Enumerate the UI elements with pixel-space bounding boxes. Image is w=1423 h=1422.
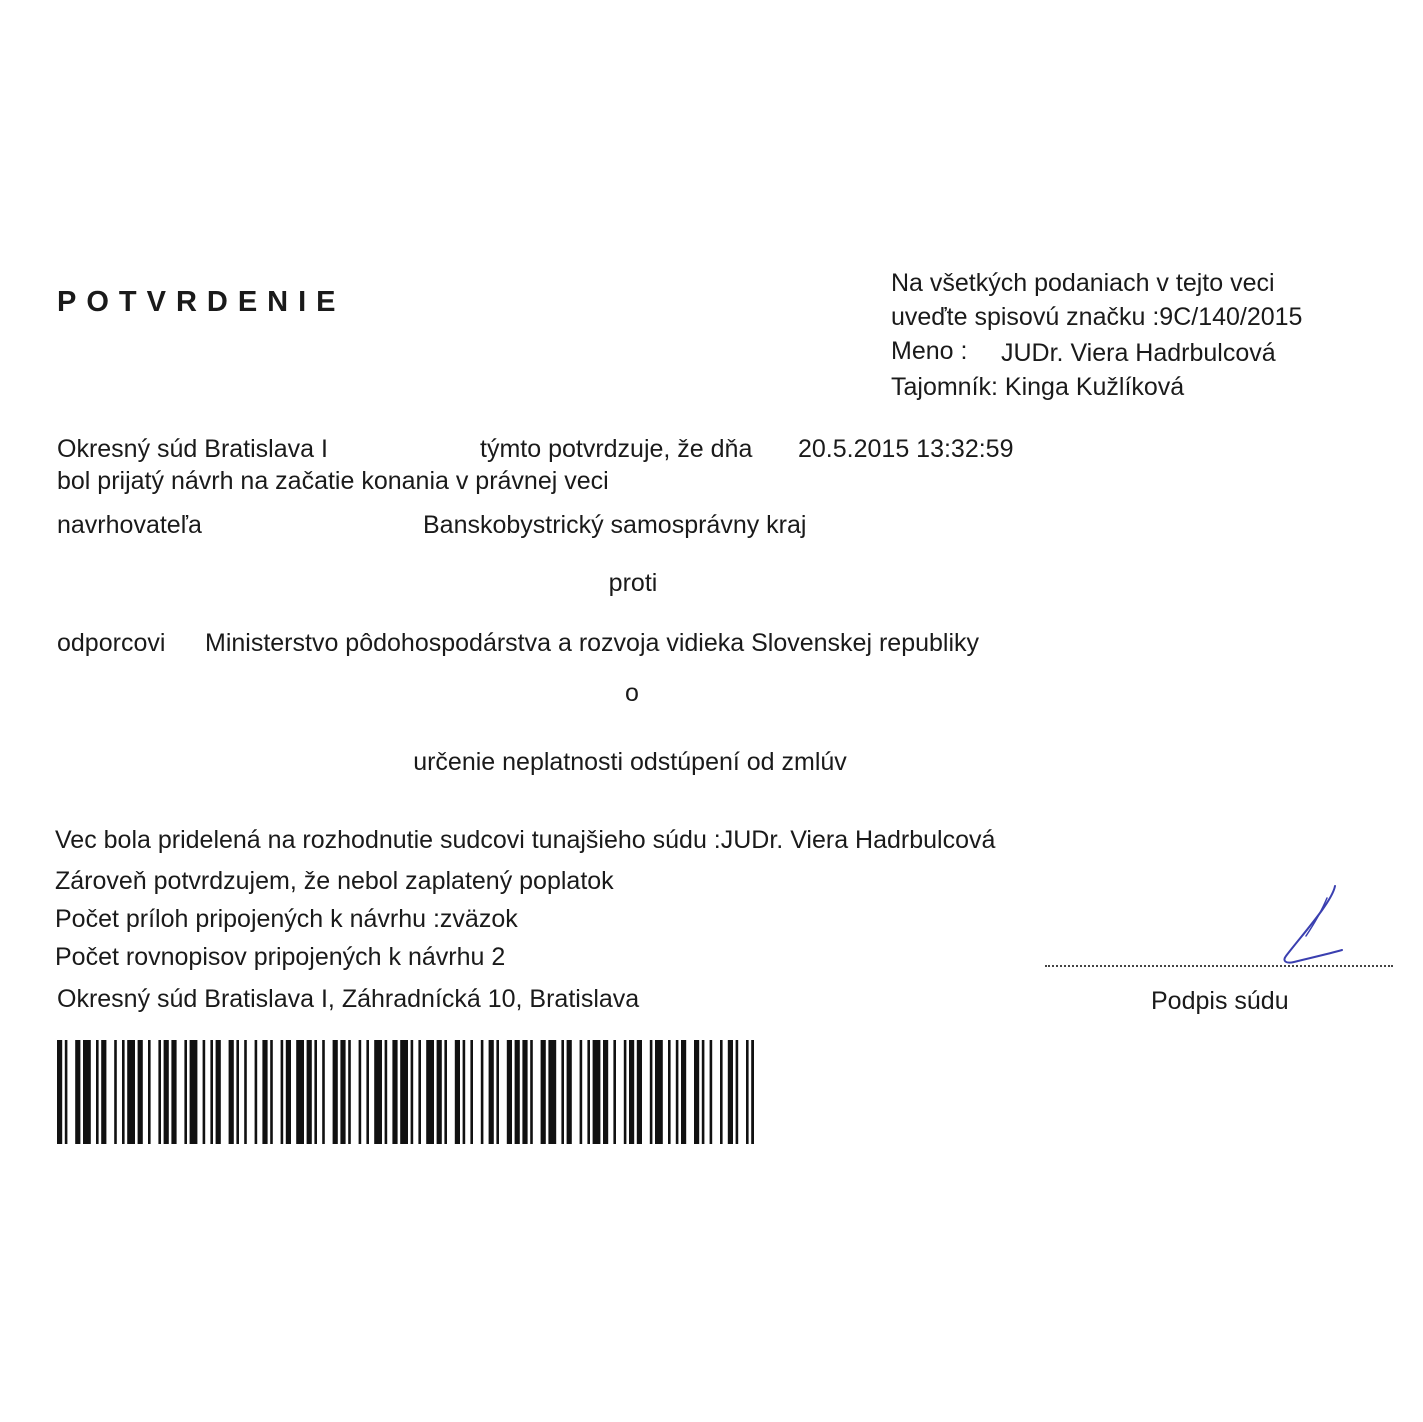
barcode-bar	[333, 1040, 338, 1144]
barcode-bar	[603, 1040, 608, 1144]
barcode-bar	[96, 1040, 99, 1144]
proti-text: proti	[608, 569, 658, 597]
confirmation-text: týmto potvrdzuje, že dňa	[480, 435, 753, 463]
barcode-bar	[548, 1040, 556, 1144]
barcode-bar	[57, 1040, 62, 1144]
barcode-bar	[437, 1040, 442, 1144]
meno-label: Meno :	[891, 337, 968, 365]
barcode-bar	[359, 1040, 362, 1144]
reference-note-line-2: uveďte spisovú značku :9C/140/2015	[891, 303, 1303, 331]
barcode-bar	[426, 1040, 434, 1144]
barcode-bar	[216, 1040, 221, 1144]
signature-line	[1045, 965, 1393, 967]
barcode-bar	[296, 1040, 304, 1144]
navrhovatel-value: Banskobystrický samosprávny kraj	[423, 511, 807, 539]
barcode-bar	[676, 1040, 679, 1144]
reference-note-line-1: Na všetkých podaniach v tejto veci	[891, 269, 1275, 297]
barcode-bar	[580, 1040, 583, 1144]
barcode-bar	[210, 1040, 213, 1144]
barcode-bar	[587, 1040, 590, 1144]
tajomnik-line: Tajomník: Kinga Kužlíková	[891, 373, 1185, 401]
barcode-bar	[171, 1040, 176, 1144]
barcode-bar	[75, 1040, 80, 1144]
barcode-bar	[322, 1040, 325, 1144]
barcode-bar	[229, 1040, 234, 1144]
meno-value: JUDr. Viera Hadrbulcová	[1001, 339, 1276, 367]
barcode-bar	[455, 1040, 460, 1144]
signature-label: Podpis súdu	[1151, 987, 1289, 1015]
barcode-bar	[190, 1040, 198, 1144]
barcode-bar	[613, 1040, 616, 1144]
barcode-bar	[83, 1040, 91, 1144]
barcode-bar	[400, 1040, 408, 1144]
barcode-bar	[681, 1040, 686, 1144]
odporca-label: odporcovi	[57, 629, 166, 657]
barcode-bar	[418, 1040, 421, 1144]
barcode-bar	[668, 1040, 671, 1144]
barcode-bar	[164, 1040, 169, 1144]
barcode-bar	[184, 1040, 187, 1144]
barcode-bar	[746, 1040, 749, 1144]
details-line-1: Vec bola pridelená na rozhodnutie sudcovi tunajšieho súdu :JUDr. Viera Hadrbulcová	[55, 826, 996, 854]
barcode-bar	[138, 1040, 143, 1144]
signature-mark	[1272, 880, 1352, 970]
barcode-bar	[507, 1040, 512, 1144]
received-line: bol prijatý návrh na začatie konania v právnej veci	[57, 467, 609, 495]
barcode-bar	[286, 1040, 291, 1144]
barcode-bar	[262, 1040, 267, 1144]
barcode-bar	[148, 1040, 151, 1144]
details-line-2: Zároveň potvrdzujem, že nebol zaplatený poplatok	[55, 867, 614, 895]
navrhovatel-label: navrhovateľa	[57, 511, 202, 539]
barcode-bar	[281, 1040, 284, 1144]
barcode-bar	[624, 1040, 627, 1144]
barcode-bar	[203, 1040, 206, 1144]
barcode-bar	[385, 1040, 388, 1144]
barcode-bar	[122, 1040, 125, 1144]
court-name: Okresný súd Bratislava I	[57, 435, 328, 463]
barcode-bar	[694, 1040, 699, 1144]
barcode-bar	[101, 1040, 106, 1144]
barcode	[57, 1040, 754, 1144]
barcode-bar	[307, 1040, 312, 1144]
barcode-bar	[392, 1040, 397, 1144]
barcode-bar	[637, 1040, 642, 1144]
barcode-bar	[728, 1040, 733, 1144]
barcode-bar	[114, 1040, 117, 1144]
barcode-bar	[593, 1040, 601, 1144]
barcode-bar	[650, 1040, 653, 1144]
barcode-bar	[158, 1040, 161, 1144]
barcode-bar	[481, 1040, 484, 1144]
barcode-bar	[255, 1040, 258, 1144]
barcode-bar	[348, 1040, 351, 1144]
details-line-3: Počet príloh pripojených k návrhu :zväzok	[55, 905, 518, 933]
barcode-bar	[736, 1040, 739, 1144]
o-text: o	[625, 679, 639, 707]
barcode-bar	[530, 1040, 533, 1144]
barcode-bar	[720, 1040, 723, 1144]
barcode-bar	[710, 1040, 713, 1144]
barcode-bar	[314, 1040, 317, 1144]
document-title: POTVRDENIE	[57, 286, 346, 318]
barcode-bar	[470, 1040, 473, 1144]
barcode-bar	[629, 1040, 634, 1144]
barcode-bar	[127, 1040, 135, 1144]
barcode-bar	[522, 1040, 527, 1144]
barcode-bar	[411, 1040, 414, 1144]
barcode-bar	[515, 1040, 520, 1144]
barcode-bar	[463, 1040, 466, 1144]
barcode-bar	[561, 1040, 564, 1144]
barcode-bar	[444, 1040, 447, 1144]
barcode-bar	[655, 1040, 663, 1144]
barcode-bar	[236, 1040, 239, 1144]
odporca-value: Ministerstvo pôdohospodárstva a rozvoja vidieka Slovenskej republiky	[205, 629, 980, 657]
barcode-bar	[340, 1040, 345, 1144]
barcode-bar	[541, 1040, 546, 1144]
court-address: Okresný súd Bratislava I, Záhradnícká 10, Bratislava	[57, 985, 640, 1013]
barcode-bar	[374, 1040, 382, 1144]
subject-text: určenie neplatnosti odstúpení od zmlúv	[413, 748, 847, 776]
barcode-bar	[270, 1040, 273, 1144]
barcode-bar	[567, 1040, 572, 1144]
barcode-bar	[366, 1040, 369, 1144]
received-datetime: 20.5.2015 13:32:59	[798, 435, 1014, 463]
barcode-bar	[496, 1040, 499, 1144]
barcode-bar	[702, 1040, 705, 1144]
barcode-bar	[751, 1040, 754, 1144]
details-line-4: Počet rovnopisov pripojených k návrhu 2	[55, 943, 506, 971]
barcode-bar	[489, 1040, 494, 1144]
barcode-bar	[65, 1040, 68, 1144]
barcode-bar	[244, 1040, 247, 1144]
